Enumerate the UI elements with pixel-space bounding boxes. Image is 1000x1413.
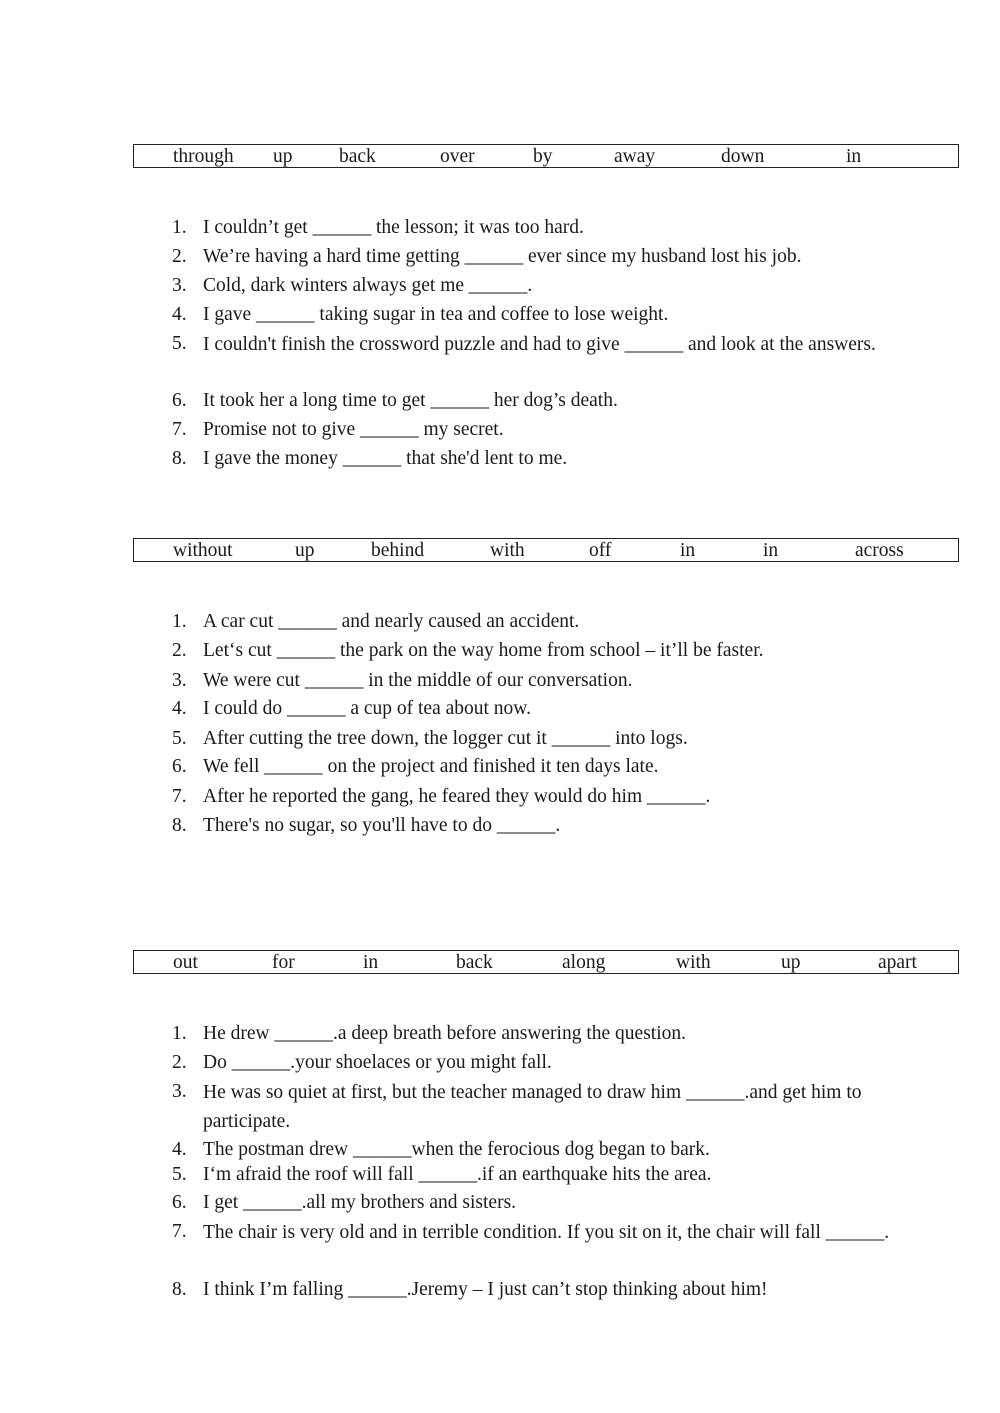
- item-number: 1.: [172, 611, 187, 632]
- item-number: 6.: [172, 756, 187, 777]
- item-text: I gave the money ______ that she'd lent to me.: [203, 448, 568, 469]
- word-bank-word: along: [562, 952, 606, 973]
- item-text: Promise not to give ______ my secret.: [203, 419, 504, 440]
- item-number: 6.: [172, 390, 187, 411]
- item-number: 1.: [172, 1023, 187, 1044]
- word-bank-word: up: [295, 540, 315, 561]
- item-text: Let‘s cut ______ the park on the way home from school – it’ll be faster.: [203, 640, 764, 661]
- item-number: 5.: [172, 1164, 187, 1185]
- item-number: 8.: [172, 1279, 187, 1300]
- word-bank-word: up: [273, 146, 293, 167]
- item-number: 3.: [172, 275, 187, 296]
- word-bank-3: [133, 950, 959, 974]
- word-bank-word: out: [173, 952, 198, 973]
- word-bank-word: away: [614, 146, 656, 167]
- word-bank-word: behind: [371, 540, 425, 561]
- word-bank-word: back: [339, 146, 376, 167]
- item-text: Do ______.your shoelaces or you might fall.: [203, 1052, 552, 1073]
- word-bank-word: for: [272, 952, 295, 973]
- word-bank-word: with: [490, 540, 525, 561]
- item-number: 3.: [172, 670, 187, 691]
- word-bank-word: up: [781, 952, 801, 973]
- item-text: The chair is very old and in terrible condition. If you sit on it, the chair will fall ______.: [203, 1222, 890, 1243]
- word-bank-word: in: [363, 952, 379, 973]
- word-bank-word: with: [676, 952, 711, 973]
- word-bank-word: in: [680, 540, 696, 561]
- word-bank-word: off: [589, 540, 612, 561]
- item-text: I‘m afraid the roof will fall ______.if an earthquake hits the area.: [203, 1164, 712, 1185]
- item-number: 2.: [172, 1052, 187, 1073]
- word-bank-1: [133, 144, 959, 168]
- item-number: 4.: [172, 1139, 187, 1160]
- item-text: I gave ______ taking sugar in tea and coffee to lose weight.: [203, 304, 669, 325]
- word-bank-word: in: [846, 146, 862, 167]
- item-number: 7.: [172, 1221, 187, 1242]
- word-bank-word: back: [456, 952, 493, 973]
- word-bank-word: down: [721, 146, 765, 167]
- item-text: We fell ______ on the project and finished it ten days late.: [203, 756, 659, 777]
- item-number: 7.: [172, 786, 187, 807]
- item-text: After he reported the gang, he feared they would do him ______.: [203, 786, 711, 807]
- item-text: We were cut ______ in the middle of our conversation.: [203, 670, 633, 691]
- word-bank-word: without: [173, 540, 233, 561]
- item-number: 2.: [172, 640, 187, 661]
- word-bank-word: through: [173, 146, 234, 167]
- item-number: 8.: [172, 448, 187, 469]
- word-bank-word: apart: [878, 952, 917, 973]
- word-bank-word: over: [440, 146, 475, 167]
- item-number: 1.: [172, 217, 187, 238]
- word-bank-word: across: [855, 540, 904, 561]
- item-number: 7.: [172, 419, 187, 440]
- item-number: 6.: [172, 1192, 187, 1213]
- item-number: 4.: [172, 698, 187, 719]
- item-number: 2.: [172, 246, 187, 267]
- item-text: I could do ______ a cup of tea about now.: [203, 698, 531, 719]
- item-text: He was so quiet at first, but the teacher managed to draw him ______.and get him to participate.: [203, 1082, 862, 1132]
- item-number: 8.: [172, 815, 187, 836]
- item-text: Cold, dark winters always get me ______.: [203, 275, 533, 296]
- item-text: I think I’m falling ______.Jeremy – I just can’t stop thinking about him!: [203, 1279, 768, 1300]
- item-number: 3.: [172, 1081, 187, 1102]
- item-text: A car cut ______ and nearly caused an accident.: [203, 611, 580, 632]
- item-text: I couldn't finish the crossword puzzle and had to give ______ and look at the answers.: [203, 334, 876, 355]
- item-text: After cutting the tree down, the logger cut it ______ into logs.: [203, 728, 688, 749]
- item-text: I couldn’t get ______ the lesson; it was too hard.: [203, 217, 584, 238]
- item-number: 5.: [172, 728, 187, 749]
- item-text: He drew ______.a deep breath before answering the question.: [203, 1023, 686, 1044]
- item-text: It took her a long time to get ______ her dog’s death.: [203, 390, 618, 411]
- item-text: The postman drew ______when the ferocious dog began to bark.: [203, 1139, 710, 1160]
- item-text: I get ______.all my brothers and sisters.: [203, 1192, 517, 1213]
- word-bank-2: [133, 538, 959, 562]
- word-bank-word: by: [533, 146, 553, 167]
- item-text: There's no sugar, so you'll have to do ______.: [203, 815, 561, 836]
- item-text: We’re having a hard time getting ______ ever since my husband lost his job.: [203, 246, 802, 267]
- item-number: 5.: [172, 333, 187, 354]
- word-bank-word: in: [763, 540, 779, 561]
- item-number: 4.: [172, 304, 187, 325]
